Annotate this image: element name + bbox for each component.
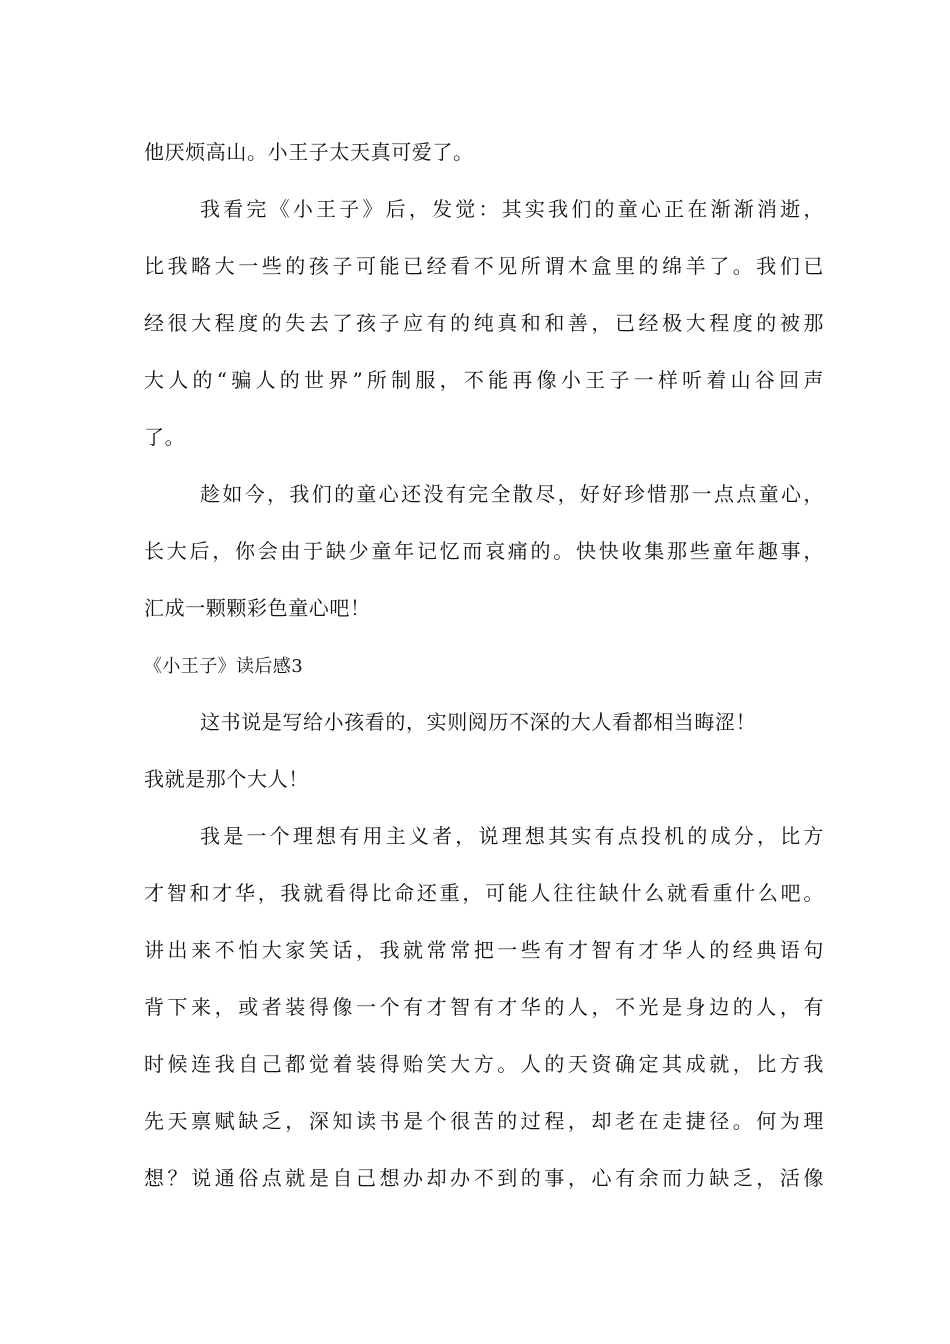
paragraph-line: 汇成一颗颗彩色童心吧！: [144, 596, 371, 620]
paragraph-line: 背下来，或者装得像一个有才智有才华的人，不光是身边的人，有: [144, 995, 824, 1019]
paragraph-line: 先天禀赋缺乏，深知读书是个很苦的过程，却老在走捷径。何为理: [144, 1109, 824, 1133]
paragraph-line: 想？说通俗点就是自己想办却办不到的事，心有余而力缺乏，活像: [144, 1166, 824, 1190]
paragraph-line: 他厌烦高山。小王子太天真可爱了。: [144, 140, 474, 164]
paragraph-line: 我是一个理想有用主义者，说理想其实有点投机的成分，比方: [200, 824, 824, 848]
paragraph-line: 这书说是写给小孩看的，实则阅历不深的大人看都相当晦涩！: [200, 710, 757, 734]
paragraph-line: 我就是那个大人！: [144, 767, 309, 791]
section-heading: 《小王子》读后感3: [144, 656, 304, 677]
paragraph-line: 经很大程度的失去了孩子应有的纯真和和善，已经极大程度的被那: [144, 311, 824, 335]
paragraph-line: 比我略大一些的孩子可能已经看不见所谓木盒里的绵羊了。我们已: [144, 254, 824, 278]
paragraph-line: 了。: [144, 425, 186, 449]
paragraph-line: 讲出来不怕大家笑话，我就常常把一些有才智有才华人的经典语句: [144, 938, 824, 962]
paragraph-line: 趁如今，我们的童心还没有完全散尽，好好珍惜那一点点童心，: [200, 482, 824, 506]
paragraph-line: 长大后，你会由于缺少童年记忆而哀痛的。快快收集那些童年趣事，: [144, 539, 824, 563]
paragraph-line: 才智和才华，我就看得比命还重，可能人往往缺什么就看重什么吧。: [144, 881, 824, 905]
paragraph-line: 我看完《小王子》后，发觉：其实我们的童心正在渐渐消逝，: [200, 197, 824, 221]
paragraph-line: 大人的“骗人的世界”所制服，不能再像小王子一样听着山谷回声: [144, 368, 824, 392]
paragraph-line: 时候连我自己都觉着装得贻笑大方。人的天资确定其成就，比方我: [144, 1052, 824, 1076]
